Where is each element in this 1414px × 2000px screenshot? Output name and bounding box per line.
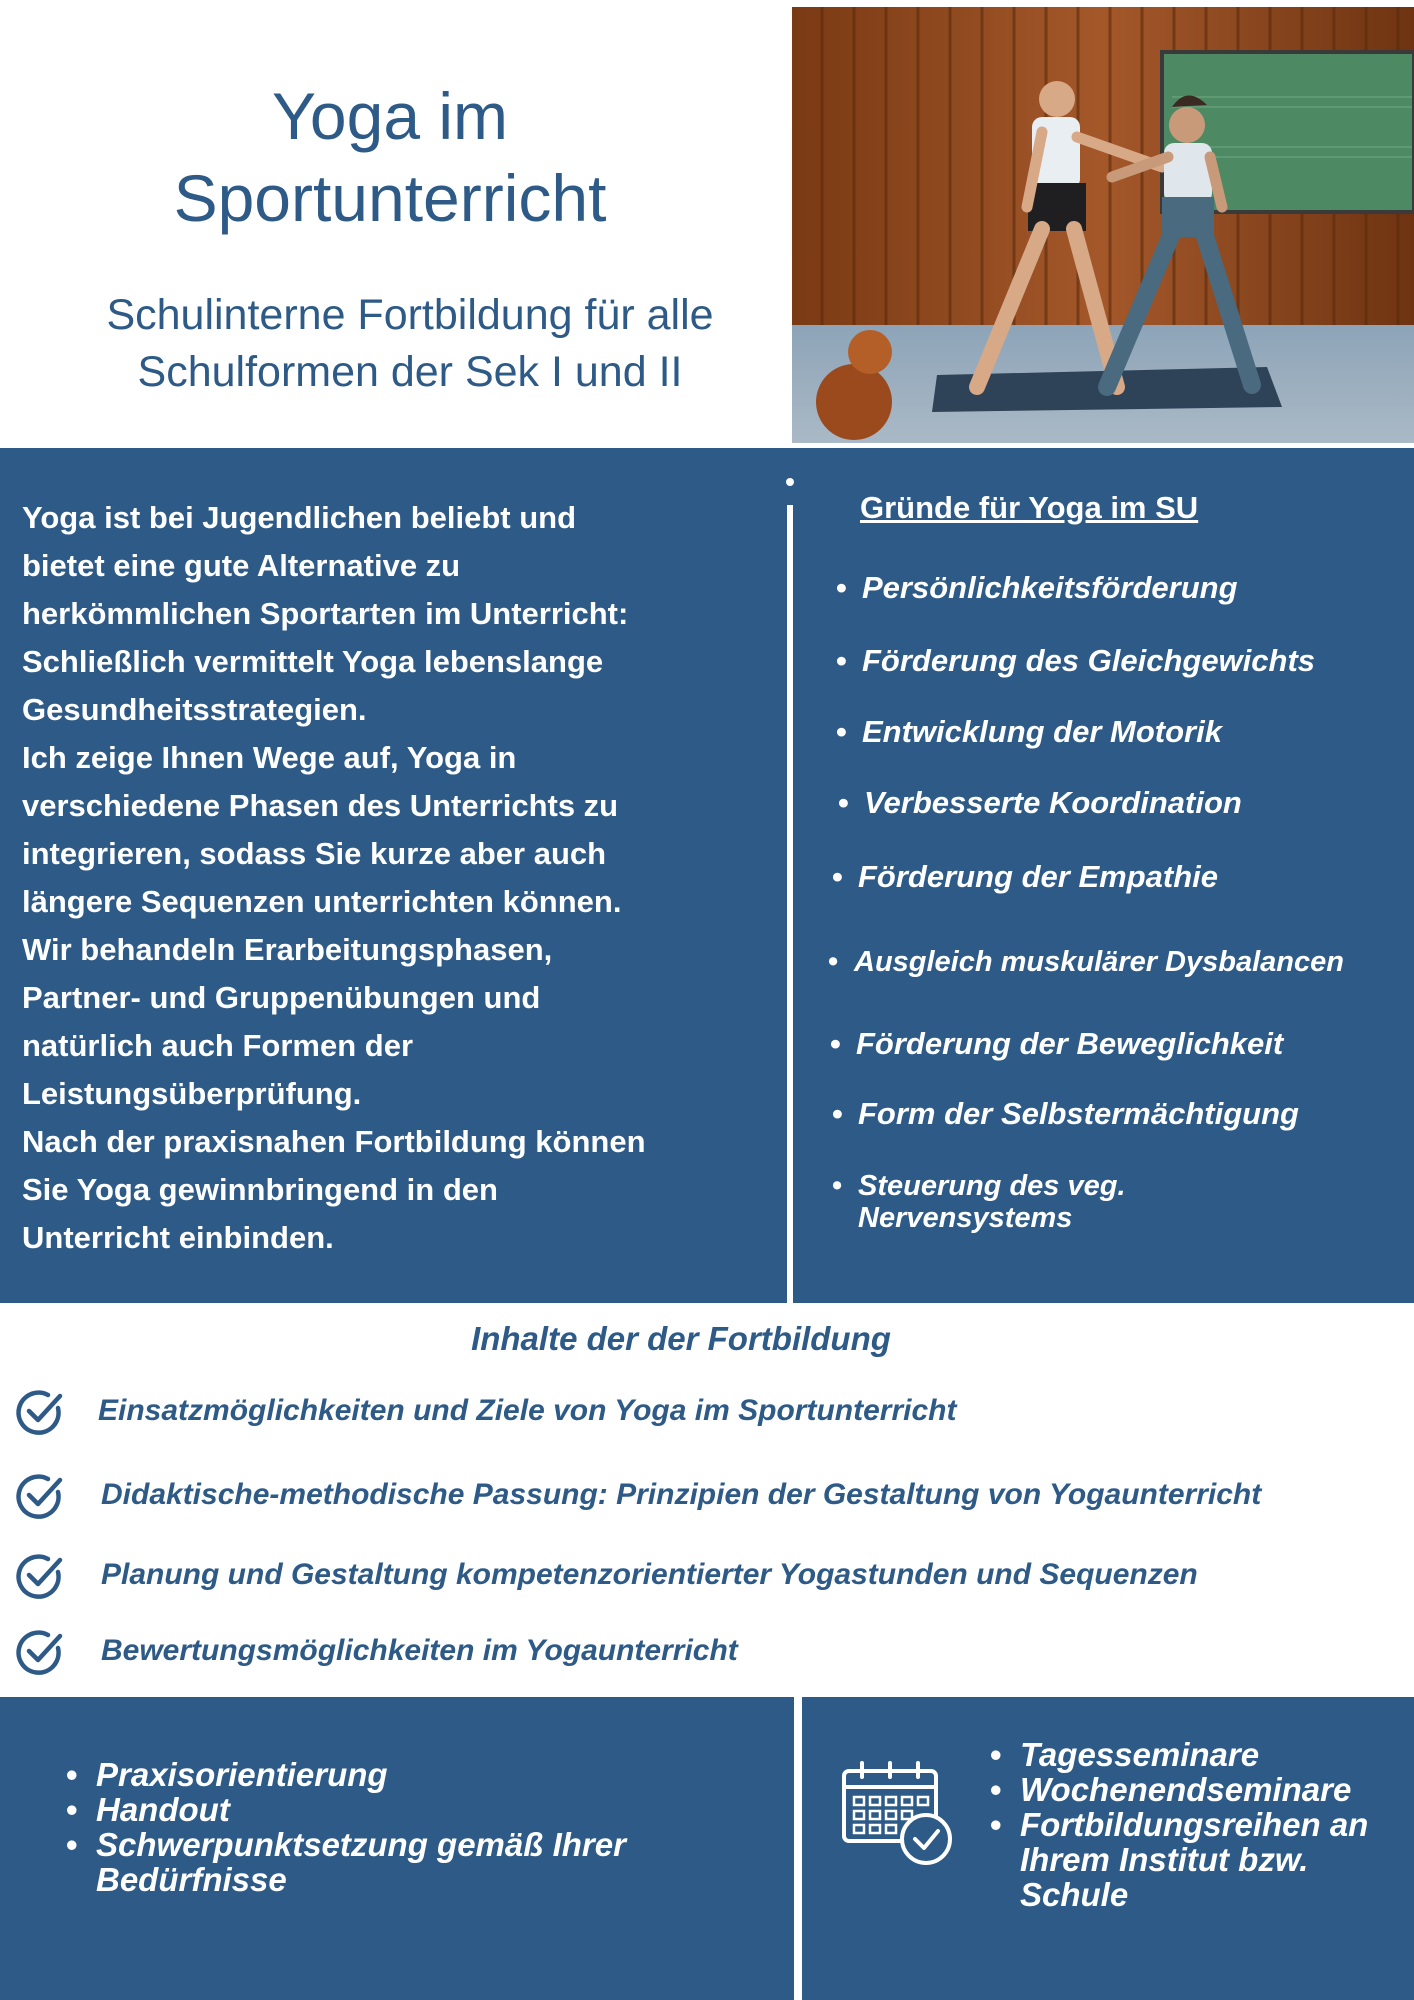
intro-line: herkömmlichen Sportarten im Unterricht:	[22, 596, 629, 631]
feature-item: • Praxisorientierung	[96, 1757, 626, 1792]
format-item: • Tagesseminare	[1020, 1737, 1368, 1772]
intro-line: verschiedene Phasen des Unterrichts zu	[22, 788, 619, 823]
title-line-1: Yoga im	[271, 79, 509, 153]
intro-text	[22, 494, 772, 1262]
format-item-continuation	[1020, 1842, 1308, 1912]
features-panel	[0, 1697, 794, 2000]
intro-line: integrieren, sodass Sie kurze aber auch	[22, 836, 607, 871]
feature-item: • Handout	[96, 1792, 626, 1827]
check-circle-icon	[14, 1386, 66, 1438]
reason-item: • Förderung der Empathie	[858, 861, 1218, 893]
check-circle-icon	[14, 1470, 66, 1522]
reason-item: • Förderung des Gleichgewichts	[862, 645, 1315, 677]
reason-item: • Förderung der Beweglichkeit	[856, 1028, 1283, 1060]
intro-line: längere Sequenzen unterrichten können.	[22, 884, 622, 919]
check-circle-icon	[14, 1626, 66, 1678]
intro-line: Schließlich vermittelt Yoga lebenslange	[22, 644, 604, 679]
feature-item-continuation: Bedürfnisse	[96, 1861, 287, 1898]
intro-line: Gesundheitsstrategien.	[22, 692, 367, 727]
reason-item: • Ausgleich muskulärer Dysbalancen	[854, 946, 1344, 978]
feature-item: • Schwerpunktsetzung gemäß Ihrer	[96, 1827, 626, 1862]
intro-line: Wir behandeln Erarbeitungsphasen,	[22, 932, 553, 967]
intro-line: Ich zeige Ihnen Wege auf, Yoga in	[22, 740, 517, 775]
reason-item-continuation: Nervensystems	[858, 1202, 1073, 1234]
reason-item: • Entwicklung der Motorik	[862, 716, 1222, 748]
contents-item	[14, 1386, 1404, 1442]
intro-line: Nach der praxisnahen Fortbildung können	[22, 1124, 646, 1159]
intro-line: bietet eine gute Alternative zu	[22, 548, 461, 583]
format-item: • Fortbildungsreihen an	[1020, 1807, 1368, 1842]
intro-line: natürlich auch Formen der	[22, 1028, 414, 1063]
contents-item	[14, 1626, 1404, 1682]
contents-heading: Inhalte der der Fortbildung	[471, 1320, 891, 1357]
title-line-2: Sportunterricht	[173, 161, 607, 235]
features-list	[96, 1757, 626, 1862]
format-item-line: Ihrem Institut bzw.	[1020, 1841, 1309, 1878]
check-circle-icon	[14, 1550, 66, 1602]
reason-item: • Form der Selbstermächtigung	[858, 1098, 1299, 1130]
intro-line: Yoga ist bei Jugendlichen beliebt und	[22, 500, 577, 535]
reasons-heading: Gründe für Yoga im SU	[860, 490, 1199, 525]
divider-dot	[786, 478, 794, 486]
subtitle-line-2: Schulformen der Sek I und II	[137, 348, 683, 396]
contents-item	[14, 1550, 1404, 1606]
contents-item-label: Einsatzmöglichkeiten und Ziele von Yoga im Sportunterricht	[98, 1394, 957, 1427]
reason-item: • Verbesserte Koordination	[864, 787, 1242, 819]
formats-list	[1020, 1737, 1368, 1842]
contents-item-label: Didaktische-methodische Passung: Prinzipien der Gestaltung von Yogaunterricht	[101, 1478, 1262, 1511]
subtitle-line-1: Schulinterne Fortbildung für alle	[106, 291, 714, 339]
intro-line: Unterricht einbinden.	[22, 1220, 334, 1255]
intro-line: Leistungsüberprüfung.	[22, 1076, 362, 1111]
intro-line: Partner- und Gruppenübungen und	[22, 980, 541, 1015]
intro-line: Sie Yoga gewinnbringend in den	[22, 1172, 498, 1207]
page-title	[40, 75, 740, 239]
reason-item: • Steuerung des veg.	[858, 1170, 1126, 1202]
column-divider	[787, 505, 793, 1305]
yoga-photo	[792, 7, 1414, 443]
format-item: • Wochenendseminare	[1020, 1772, 1368, 1807]
contents-item-label: Planung und Gestaltung kompetenzorientierter Yogastunden und Sequenzen	[101, 1558, 1198, 1591]
format-item-line: Schule	[1020, 1876, 1129, 1913]
formats-panel	[802, 1697, 1414, 2000]
contents-item	[14, 1470, 1404, 1526]
calendar-check-icon	[840, 1759, 960, 1869]
contents-item-label: Bewertungsmöglichkeiten im Yogaunterricht	[101, 1634, 738, 1667]
reason-item: • Persönlichkeitsförderung	[862, 572, 1238, 604]
page-subtitle	[40, 287, 780, 401]
